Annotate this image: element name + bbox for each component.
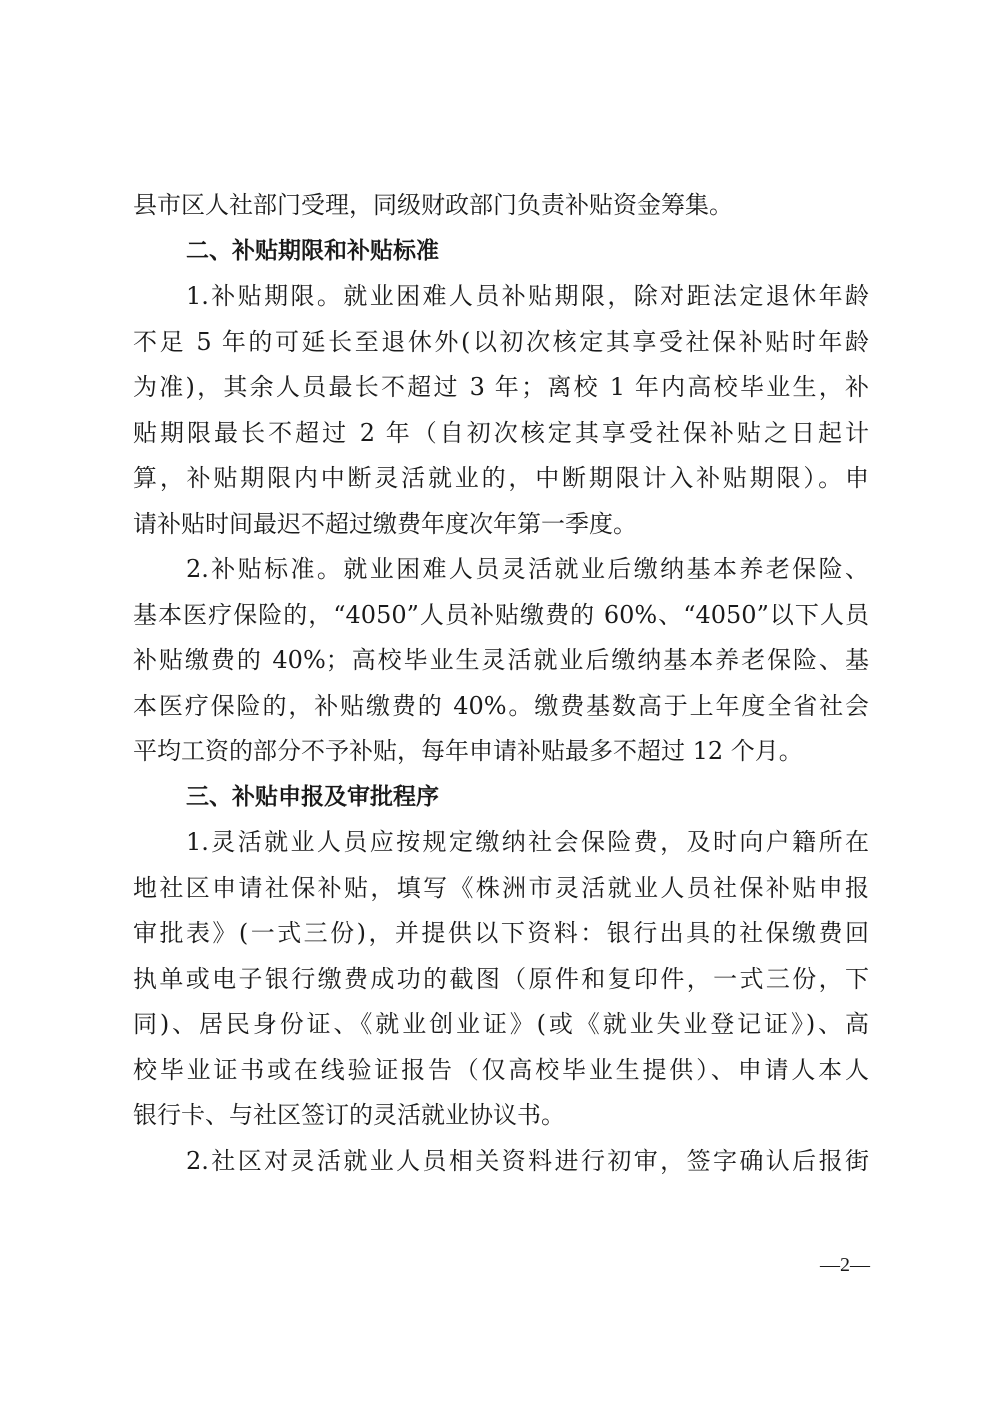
paragraph-line: 2.补贴标准。就业困难人员灵活就业后缴纳基本养老保险、 [186, 555, 869, 583]
page-number: —2— [820, 1254, 870, 1276]
paragraph-line: 本医疗保险的，补贴缴费的 40%。缴费基数高于上年度全省社会 [133, 691, 869, 720]
paragraph-line: 银行卡、与社区签订的灵活就业协议书。 [133, 1101, 565, 1129]
paragraph-line: 审批表》(一式三份)，并提供以下资料：银行出具的社保缴费回 [133, 919, 869, 947]
paragraph-line: 不足 5 年的可延长至退休外(以初次核定其享受社保补贴时年龄 [133, 327, 869, 356]
paragraph-line: 贴期限最长不超过 2 年（自初次核定其享受社保补贴之日起计 [133, 418, 869, 447]
paragraph-line: 同)、居民身份证、《就业创业证》(或《就业失业登记证》)、高 [133, 1010, 869, 1038]
paragraph-line: 补贴缴费的 40%；高校毕业生灵活就业后缴纳基本养老保险、基 [133, 646, 869, 674]
paragraph-line: 县市区人社部门受理，同级财政部门负责补贴资金筹集。 [133, 191, 733, 219]
paragraph-line: 为准)，其余人员最长不超过 3 年；离校 1 年内高校毕业生，补 [133, 373, 869, 401]
paragraph-line: 执单或电子银行缴费成功的截图（原件和复印件，一式三份，下 [133, 964, 869, 993]
paragraph-line: 算，补贴期限内中断灵活就业的，中断期限计入补贴期限）。申 [133, 464, 869, 492]
paragraph-line: 2.社区对灵活就业人员相关资料进行初审，签字确认后报街 [186, 1146, 869, 1175]
paragraph-line: 1.灵活就业人员应按规定缴纳社会保险费，及时向户籍所在 [186, 828, 869, 856]
document-body [133, 183, 869, 1184]
section-heading-3: 三、补贴申报及审批程序 [186, 783, 439, 810]
paragraph-line: 校毕业证书或在线验证报告（仅高校毕业生提供）、申请人本人 [133, 1055, 869, 1084]
paragraph-line: 请补贴时间最迟不超过缴费年度次年第一季度。 [133, 509, 637, 538]
paragraph-line: 平均工资的部分不予补贴，每年申请补贴最多不超过 12 个月。 [133, 737, 803, 765]
paragraph-line: 地社区申请社保补贴，填写《株洲市灵活就业人员社保补贴申报 [133, 873, 869, 902]
paragraph-line: 基本医疗保险的，“4050”人员补贴缴费的 60%、“4050”以下人员 [133, 600, 869, 629]
paragraph-line: 1.补贴期限。就业困难人员补贴期限，除对距法定退休年龄 [186, 282, 869, 310]
section-heading-2: 二、补贴期限和补贴标准 [186, 237, 439, 264]
